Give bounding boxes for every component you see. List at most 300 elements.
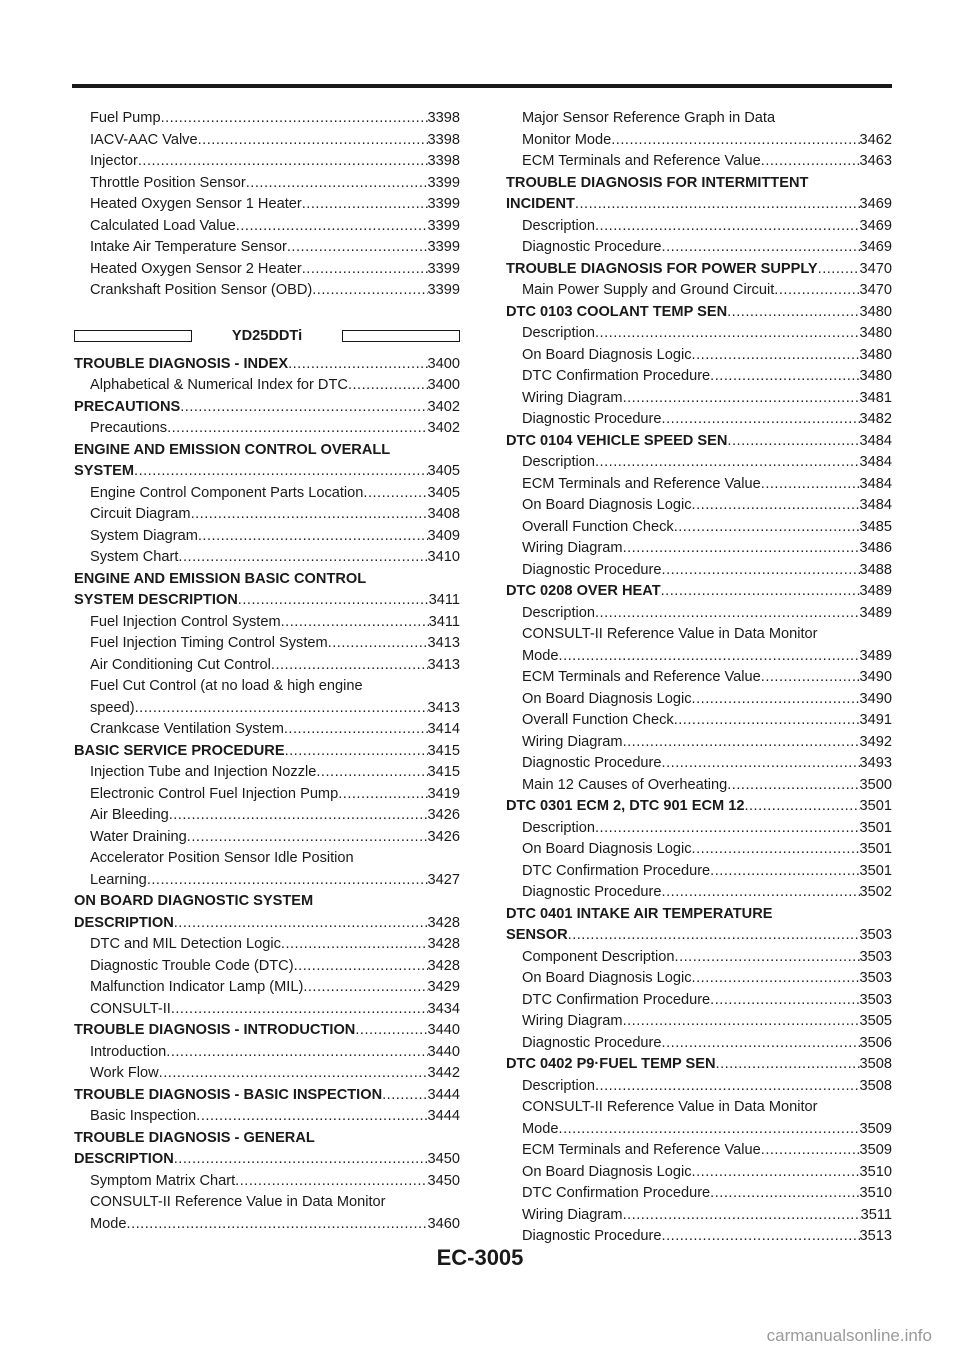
toc-heading[interactable] [74, 913, 460, 935]
toc-entry[interactable] [506, 130, 892, 152]
toc-page-number: 3444 [427, 1086, 460, 1103]
toc-page-number: 3511 [860, 1206, 892, 1223]
toc-title: ENGINE AND EMISSION CONTROL OVERALL [74, 441, 391, 458]
toc-entry[interactable] [506, 237, 892, 259]
toc-page-number: 3414 [427, 721, 460, 737]
toc-entry[interactable] [74, 698, 460, 720]
toc-title: Monitor Mode [522, 131, 612, 148]
toc-entry[interactable] [74, 977, 460, 999]
toc-page-number: 3469 [859, 217, 892, 234]
toc-title: Diagnostic Procedure [522, 411, 662, 427]
toc-entry[interactable] [74, 1063, 460, 1085]
toc-title: Heated Oxygen Sensor 1 Heater [90, 196, 302, 212]
toc-page-number: 3400 [427, 377, 460, 393]
toc-title: Description [522, 819, 595, 836]
toc-page-number: 3480 [859, 368, 892, 384]
toc-heading[interactable] [74, 1020, 460, 1042]
toc-heading[interactable] [506, 904, 892, 926]
toc-heading[interactable] [74, 1149, 460, 1171]
toc-entry[interactable] [74, 1106, 460, 1128]
top-rule [72, 84, 892, 88]
toc-entry[interactable] [506, 624, 892, 646]
toc-page-number: 3419 [427, 785, 460, 802]
toc-entry[interactable] [74, 827, 460, 849]
toc-entry[interactable] [506, 710, 892, 732]
toc-title: Fuel Injection Timing Control System [90, 635, 328, 651]
toc-page-number: 3508 [859, 1056, 892, 1072]
dot-leader [198, 526, 428, 548]
toc-entry[interactable] [74, 483, 460, 505]
toc-page-number: 3405 [427, 463, 460, 479]
toc-entry[interactable] [506, 667, 892, 689]
toc-title: Description [522, 604, 595, 621]
toc-page-number: 3399 [427, 260, 460, 277]
toc-title: Precautions [90, 420, 168, 436]
toc-entry[interactable] [74, 194, 460, 216]
toc-heading[interactable] [74, 891, 460, 913]
toc-entry[interactable] [74, 504, 460, 526]
toc-entry[interactable] [74, 612, 460, 634]
toc-entry[interactable] [74, 870, 460, 892]
dot-leader [238, 590, 429, 612]
toc-heading[interactable] [74, 461, 460, 483]
toc-heading[interactable] [506, 581, 892, 603]
toc-heading[interactable] [74, 1085, 460, 1107]
toc-entry[interactable] [506, 517, 892, 539]
dot-leader [818, 259, 860, 281]
toc-page-number: 3501 [859, 798, 892, 814]
dot-leader [174, 913, 428, 935]
toc-entry[interactable] [506, 1162, 892, 1184]
toc-title: SYSTEM [74, 463, 135, 479]
dot-leader [138, 151, 428, 173]
dot-leader [134, 461, 428, 483]
dot-leader [328, 633, 428, 655]
toc-page-number: 3470 [859, 282, 892, 298]
toc-entry[interactable] [506, 1011, 892, 1033]
toc-entry[interactable] [506, 1097, 892, 1119]
toc-entry[interactable] [506, 388, 892, 410]
toc-page-number: 3440 [427, 1043, 460, 1060]
toc-title: On Board Diagnosis Logic [522, 346, 692, 363]
toc-page-number: 3484 [859, 475, 892, 492]
toc-entry[interactable] [506, 990, 892, 1012]
toc-page-number: 3480 [859, 303, 892, 320]
toc-title: Crankcase Ventilation System [90, 721, 284, 737]
dot-leader [312, 280, 427, 302]
toc-title: Work Flow [90, 1065, 159, 1081]
toc-title: CONSULT-II [90, 1000, 171, 1017]
toc-title: On Board Diagnosis Logic [522, 841, 692, 857]
toc-title: TROUBLE DIAGNOSIS - BASIC INSPECTION [74, 1086, 383, 1103]
toc-entry[interactable] [506, 409, 892, 431]
toc-page-number: 3442 [427, 1065, 460, 1081]
dot-leader [662, 560, 860, 582]
dot-leader [127, 1214, 428, 1236]
toc-page-number: 3399 [427, 174, 460, 191]
spacer [74, 302, 460, 320]
toc-entry[interactable] [74, 633, 460, 655]
toc-title: Diagnostic Procedure [522, 884, 662, 900]
toc-page-number: 3400 [427, 355, 460, 372]
toc-heading[interactable] [74, 397, 460, 419]
toc-heading[interactable] [506, 173, 892, 195]
watermark: carmanualsonline.info [766, 1326, 932, 1345]
page-code: EC-3005 [436, 1245, 524, 1270]
toc-entry[interactable] [506, 753, 892, 775]
toc-title: TROUBLE DIAGNOSIS - GENERAL [74, 1129, 315, 1146]
toc-title: DTC 0103 COOLANT TEMP SEN [506, 303, 728, 320]
toc-entry[interactable] [506, 1119, 892, 1141]
dot-leader [692, 968, 860, 990]
toc-entry[interactable] [74, 762, 460, 784]
toc-title: Wiring Diagram [522, 389, 623, 406]
dot-leader [662, 882, 860, 904]
toc-entry[interactable] [74, 784, 460, 806]
toc-title: CONSULT-II Reference Value in Data Monitor [522, 626, 818, 642]
toc-title: DTC Confirmation Procedure [522, 368, 711, 384]
toc-title: SENSOR [506, 927, 568, 943]
toc-page-number: 3426 [427, 828, 460, 845]
toc-entry[interactable] [74, 418, 460, 440]
dot-leader [363, 483, 427, 505]
dot-leader [727, 775, 859, 797]
toc-entry[interactable] [74, 237, 460, 259]
dot-leader [198, 130, 428, 152]
toc-title: CONSULT-II Reference Value in Data Monitor [90, 1194, 386, 1210]
toc-title: SYSTEM DESCRIPTION [74, 592, 238, 608]
toc-entry[interactable] [506, 280, 892, 302]
toc-title: Circuit Diagram [90, 506, 191, 522]
toc-entry[interactable] [506, 689, 892, 711]
toc-entry[interactable] [506, 603, 892, 625]
toc-entry[interactable] [506, 646, 892, 668]
toc-page-number: 3503 [859, 991, 892, 1008]
toc-heading[interactable] [74, 590, 460, 612]
toc-title: Injector [90, 153, 138, 169]
dot-leader [348, 375, 428, 397]
toc-title: Alphabetical & Numerical Index for DTC [90, 377, 348, 393]
toc-title: Overall Function Check [522, 518, 674, 535]
toc-page-number: 3410 [427, 549, 460, 565]
dot-leader [761, 474, 860, 496]
dot-leader [178, 547, 427, 569]
toc-entry[interactable] [506, 495, 892, 517]
toc-title: DTC 0402 P9·FUEL TEMP SEN [506, 1056, 716, 1072]
dot-leader [180, 397, 427, 419]
toc-title: Mode [90, 1215, 127, 1232]
toc-page-number: 3460 [427, 1215, 460, 1232]
dot-leader [135, 698, 428, 720]
toc-entry[interactable] [74, 216, 460, 238]
toc-title: IACV-AAC Valve [90, 131, 198, 148]
toc-title: On Board Diagnosis Logic [522, 690, 692, 707]
toc-heading[interactable] [506, 431, 892, 453]
toc-title: DTC 0401 INTAKE AIR TEMPERATURE [506, 905, 773, 922]
toc-page-number: 3510 [859, 1185, 892, 1201]
toc-page-number: 3485 [859, 518, 892, 535]
dot-leader [382, 1085, 427, 1107]
dot-leader [236, 216, 428, 238]
toc-page-number: 3426 [427, 807, 460, 823]
toc-title: Diagnostic Trouble Code (DTC) [90, 957, 294, 974]
dot-leader [710, 366, 859, 388]
toc-title: speed) [90, 699, 135, 716]
dot-leader [623, 388, 860, 410]
toc-entry[interactable] [74, 151, 460, 173]
toc-page-number: 3428 [427, 936, 460, 952]
toc-entry[interactable] [74, 1214, 460, 1236]
toc-title: Wiring Diagram [522, 540, 623, 556]
toc-entry[interactable] [506, 108, 892, 130]
toc-entry[interactable] [74, 655, 460, 677]
dot-leader [623, 538, 860, 560]
toc-heading[interactable] [506, 1054, 892, 1076]
dot-leader [281, 612, 429, 634]
toc-page-number: 3503 [859, 970, 892, 986]
toc-entry[interactable] [74, 1192, 460, 1214]
dot-leader [281, 934, 428, 956]
toc-page-number: 3489 [859, 604, 892, 621]
toc-entry[interactable] [506, 474, 892, 496]
toc-entry[interactable] [74, 280, 460, 302]
toc-page-number: 3501 [859, 819, 892, 836]
toc-page-number: 3398 [427, 153, 460, 169]
dot-leader [338, 784, 427, 806]
toc-page-number: 3398 [427, 110, 460, 126]
dot-leader [692, 1162, 860, 1184]
dot-leader [159, 1063, 428, 1085]
toc-entry[interactable] [506, 775, 892, 797]
toc-title: DESCRIPTION [74, 1151, 174, 1167]
toc-title: Diagnostic Procedure [522, 239, 662, 255]
toc-entry[interactable] [506, 1076, 892, 1098]
toc-title: Learning [90, 871, 147, 888]
toc-entry[interactable] [506, 151, 892, 173]
dot-leader [662, 753, 860, 775]
dot-leader [161, 108, 428, 130]
toc-page-number: 3413 [427, 699, 460, 716]
toc-page-number: 3489 [859, 583, 892, 599]
toc-heading[interactable] [506, 925, 892, 947]
divider-box-left [74, 330, 192, 342]
dot-leader [674, 517, 860, 539]
toc-page-number: 3501 [859, 862, 892, 879]
dot-leader [674, 710, 860, 732]
toc-heading[interactable] [506, 302, 892, 324]
toc-title: Overall Function Check [522, 712, 674, 728]
dot-leader [675, 947, 860, 969]
dot-leader [187, 827, 428, 849]
toc-title: Description [522, 1077, 595, 1094]
divider-box-right [342, 330, 460, 342]
toc-column-left [74, 108, 460, 1235]
dot-leader [611, 130, 859, 152]
toc-heading[interactable] [74, 1128, 460, 1150]
dot-leader [575, 194, 860, 216]
toc-title: On Board Diagnosis Logic [522, 1163, 692, 1180]
toc-entry[interactable] [74, 526, 460, 548]
dot-leader [294, 956, 428, 978]
toc-page-number: 3463 [859, 153, 892, 169]
toc-page-number: 3480 [859, 325, 892, 341]
dot-leader [761, 151, 860, 173]
toc-title: Engine Control Component Parts Location [90, 484, 364, 501]
toc-entry[interactable] [506, 538, 892, 560]
toc-page-number: 3484 [859, 454, 892, 470]
toc-title: Mode [522, 1120, 559, 1137]
toc-page-number: 3484 [859, 432, 892, 449]
dot-leader [662, 1033, 860, 1055]
toc-entry[interactable] [74, 676, 460, 698]
dot-leader [595, 1076, 860, 1098]
toc-heading[interactable] [74, 354, 460, 376]
toc-title: ON BOARD DIAGNOSTIC SYSTEM [74, 893, 314, 909]
dot-leader [271, 655, 428, 677]
dot-leader [355, 1020, 427, 1042]
toc-title: DTC Confirmation Procedure [522, 862, 711, 879]
toc-entry[interactable] [74, 805, 460, 827]
toc-page-number: 3502 [859, 884, 892, 900]
toc-title: Electronic Control Fuel Injection Pump [90, 785, 339, 802]
toc-page-number: 3415 [427, 742, 460, 759]
toc-title: ENGINE AND EMISSION BASIC CONTROL [74, 570, 367, 587]
toc-page-number: 3489 [859, 647, 892, 664]
toc-entry[interactable] [74, 719, 460, 741]
toc-title: System Chart [90, 549, 179, 565]
toc-title: Fuel Cut Control (at no load & high engine [90, 678, 363, 694]
toc-page-number: 3402 [427, 420, 460, 436]
toc-entry[interactable] [506, 839, 892, 861]
toc-entry[interactable] [74, 173, 460, 195]
toc-page-number: 3500 [859, 776, 892, 793]
toc-entry[interactable] [74, 547, 460, 569]
toc-entry[interactable] [506, 1205, 892, 1227]
toc-column-right [506, 108, 892, 1248]
toc-entry[interactable] [74, 848, 460, 870]
toc-title: Intake Air Temperature Sensor [90, 239, 287, 255]
dot-leader [692, 495, 860, 517]
toc-entry[interactable] [506, 818, 892, 840]
toc-page-number: 3482 [859, 411, 892, 427]
toc-entry[interactable] [506, 882, 892, 904]
toc-page-number: 3492 [859, 733, 892, 750]
toc-page-number: 3501 [859, 841, 892, 857]
toc-entry[interactable] [74, 259, 460, 281]
toc-entry[interactable] [506, 947, 892, 969]
toc-page-number: 3510 [859, 1163, 892, 1180]
toc-heading[interactable] [506, 796, 892, 818]
toc-entry[interactable] [74, 999, 460, 1021]
dot-leader [710, 861, 859, 883]
toc-entry[interactable] [506, 560, 892, 582]
dot-leader [774, 280, 859, 302]
dot-leader [174, 1149, 428, 1171]
dot-leader [302, 259, 428, 281]
toc-entry[interactable] [506, 452, 892, 474]
toc-entry[interactable] [74, 108, 460, 130]
toc-page-number: 3506 [859, 1034, 892, 1051]
toc-page-number: 3440 [427, 1022, 460, 1038]
toc-heading[interactable] [506, 194, 892, 216]
toc-entry[interactable] [74, 1171, 460, 1193]
toc-page-number: 3427 [427, 871, 460, 888]
toc-title: Basic Inspection [90, 1108, 197, 1124]
toc-title: BASIC SERVICE PROCEDURE [74, 742, 285, 759]
toc-page-number: 3450 [427, 1172, 460, 1189]
toc-page-number: 3490 [859, 669, 892, 685]
toc-entry[interactable] [506, 861, 892, 883]
toc-page-number: 3462 [859, 131, 892, 148]
toc-entry[interactable] [506, 345, 892, 367]
toc-title: Diagnostic Procedure [522, 755, 662, 771]
toc-entry[interactable] [506, 1183, 892, 1205]
toc-entry[interactable] [74, 1042, 460, 1064]
toc-title: Main Power Supply and Ground Circuit [522, 282, 775, 298]
toc-title: On Board Diagnosis Logic [522, 497, 692, 513]
toc-page-number: 3480 [859, 346, 892, 363]
toc-title: TROUBLE DIAGNOSIS FOR INTERMITTENT [506, 174, 809, 191]
toc-heading[interactable] [506, 259, 892, 281]
toc-entry[interactable] [74, 130, 460, 152]
toc-title: DTC 0208 OVER HEAT [506, 583, 661, 599]
toc-heading[interactable] [74, 741, 460, 763]
toc-title: Crankshaft Position Sensor (OBD) [90, 282, 313, 298]
toc-title: Injection Tube and Injection Nozzle [90, 764, 317, 780]
toc-entry[interactable] [506, 366, 892, 388]
toc-entry[interactable] [506, 216, 892, 238]
toc-page-number: 3411 [428, 592, 460, 608]
dot-leader [559, 646, 860, 668]
dot-leader [623, 1205, 861, 1227]
dot-leader [171, 999, 428, 1021]
toc-heading[interactable] [74, 440, 460, 462]
toc-title: Diagnostic Procedure [522, 1228, 662, 1244]
dot-leader [623, 732, 860, 754]
dot-leader [169, 805, 428, 827]
dot-leader [288, 354, 427, 376]
toc-title: Diagnostic Procedure [522, 1034, 662, 1051]
toc-page-number: 3408 [427, 506, 460, 522]
dot-leader [662, 237, 860, 259]
toc-page-number: 3491 [859, 712, 892, 728]
toc-title: Description [522, 217, 595, 234]
toc-entry[interactable] [506, 732, 892, 754]
dot-leader [167, 418, 427, 440]
toc-entry[interactable] [506, 323, 892, 345]
toc-heading[interactable] [74, 569, 460, 591]
dot-leader [285, 741, 428, 763]
toc-page-number: 3434 [427, 1000, 460, 1017]
dot-leader [287, 237, 428, 259]
toc-title: Throttle Position Sensor [90, 174, 246, 191]
dot-leader [761, 1140, 860, 1162]
toc-title: System Diagram [90, 527, 198, 544]
toc-title: Introduction [90, 1043, 167, 1060]
dot-leader [196, 1106, 427, 1128]
toc-entry[interactable] [506, 1033, 892, 1055]
toc-page-number: 3429 [427, 979, 460, 995]
toc-page-number: 3428 [427, 914, 460, 931]
toc-entry[interactable] [74, 934, 460, 956]
toc-entry[interactable] [74, 956, 460, 978]
toc-title: DTC Confirmation Procedure [522, 1185, 711, 1201]
toc-entry[interactable] [506, 968, 892, 990]
toc-entry[interactable] [74, 375, 460, 397]
toc-title: Wiring Diagram [522, 733, 623, 750]
toc-entry[interactable] [506, 1140, 892, 1162]
toc-title: Air Conditioning Cut Control [90, 656, 271, 673]
